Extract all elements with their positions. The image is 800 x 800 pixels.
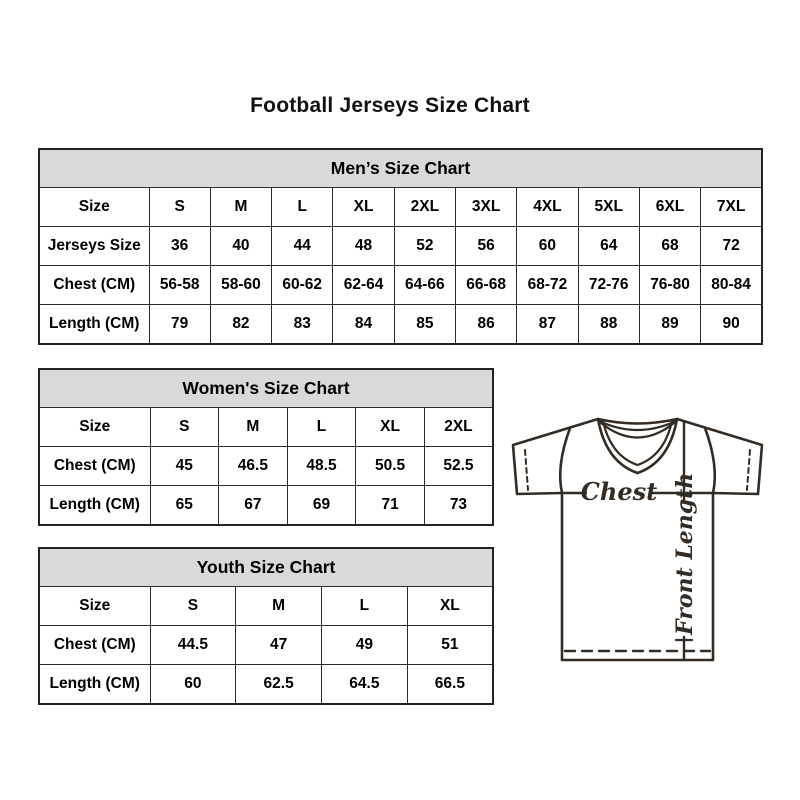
youth-row-1	[39, 626, 493, 665]
cell: 5XL	[578, 188, 639, 227]
jersey-outline	[513, 419, 762, 660]
cell: 51	[407, 626, 493, 665]
cell: 89	[639, 305, 700, 345]
women-row-1	[39, 447, 493, 486]
cell: 71	[356, 486, 425, 526]
cell: 6XL	[639, 188, 700, 227]
cell: S	[150, 408, 219, 447]
cell: 48.5	[287, 447, 356, 486]
cell: M	[219, 408, 288, 447]
cell: 64.5	[322, 665, 408, 705]
cell: 79	[149, 305, 210, 345]
cell: 52	[394, 227, 455, 266]
cell: 56	[455, 227, 516, 266]
mens-size-table	[38, 148, 763, 345]
cell: 7XL	[701, 188, 762, 227]
row-label: Chest (CM)	[39, 266, 149, 305]
cell: 76-80	[639, 266, 700, 305]
cell: S	[150, 587, 236, 626]
women-row-0	[39, 408, 493, 447]
womens-size-table	[38, 368, 494, 526]
cell: 68-72	[517, 266, 578, 305]
cell: 60-62	[272, 266, 333, 305]
men-table-title: Men’s Size Chart	[39, 149, 762, 188]
cell: L	[322, 587, 408, 626]
cell: 44	[272, 227, 333, 266]
cell: 45	[150, 447, 219, 486]
cell: 65	[150, 486, 219, 526]
cell: 73	[424, 486, 493, 526]
cell: 69	[287, 486, 356, 526]
youth-size-table	[38, 547, 494, 705]
youth-row-0	[39, 587, 493, 626]
cell: 85	[394, 305, 455, 345]
women-row-2	[39, 486, 493, 526]
men-grid	[38, 148, 763, 345]
cell: 2XL	[424, 408, 493, 447]
cell: 44.5	[150, 626, 236, 665]
cell: 88	[578, 305, 639, 345]
youth-table-title: Youth Size Chart	[39, 548, 493, 587]
cell: L	[287, 408, 356, 447]
cell: 72	[701, 227, 762, 266]
cell: 82	[210, 305, 271, 345]
cell: 50.5	[356, 447, 425, 486]
row-label: Length (CM)	[39, 305, 149, 345]
armhole-seam-right	[705, 428, 715, 493]
cell: XL	[407, 587, 493, 626]
armhole-seam-left	[560, 428, 570, 493]
cell: 49	[322, 626, 408, 665]
page-title: Football Jerseys Size Chart	[250, 94, 530, 117]
cell: 90	[701, 305, 762, 345]
cell: 83	[272, 305, 333, 345]
men-header-row	[39, 149, 762, 188]
cell: 62.5	[236, 665, 322, 705]
cell: 46.5	[219, 447, 288, 486]
men-row-2	[39, 266, 762, 305]
row-label: Chest (CM)	[39, 626, 150, 665]
cell: 68	[639, 227, 700, 266]
cell: L	[272, 188, 333, 227]
cell: 60	[517, 227, 578, 266]
row-label: Size	[39, 188, 149, 227]
cell: M	[236, 587, 322, 626]
front-length-label: Front Length	[672, 472, 698, 635]
cell: 56-58	[149, 266, 210, 305]
jersey-measurement-diagram	[498, 404, 780, 672]
women-header-row	[39, 369, 493, 408]
cell: 64-66	[394, 266, 455, 305]
cell: 3XL	[455, 188, 516, 227]
cell: 2XL	[394, 188, 455, 227]
cell: 4XL	[517, 188, 578, 227]
row-label: Length (CM)	[39, 486, 150, 526]
cell: 87	[517, 305, 578, 345]
cell: XL	[333, 188, 394, 227]
youth-row-2	[39, 665, 493, 705]
cell: M	[210, 188, 271, 227]
cell: 72-76	[578, 266, 639, 305]
row-label: Jerseys Size	[39, 227, 149, 266]
youth-grid	[38, 547, 494, 705]
men-row-3	[39, 305, 762, 345]
cell: 80-84	[701, 266, 762, 305]
cell: 60	[150, 665, 236, 705]
chest-label: Chest	[580, 477, 658, 506]
women-table-title: Women's Size Chart	[39, 369, 493, 408]
cell: 66-68	[455, 266, 516, 305]
cell: 47	[236, 626, 322, 665]
row-label: Chest (CM)	[39, 447, 150, 486]
cell: 62-64	[333, 266, 394, 305]
men-row-1	[39, 227, 762, 266]
cell: 67	[219, 486, 288, 526]
sleeve-stitch-right	[747, 450, 750, 490]
cell: 40	[210, 227, 271, 266]
row-label: Size	[39, 587, 150, 626]
jersey-diagram-svg	[498, 404, 780, 672]
cell: 48	[333, 227, 394, 266]
cell: S	[149, 188, 210, 227]
cell: 36	[149, 227, 210, 266]
youth-header-row	[39, 548, 493, 587]
row-label: Length (CM)	[39, 665, 150, 705]
cell: 84	[333, 305, 394, 345]
cell: 64	[578, 227, 639, 266]
cell: 66.5	[407, 665, 493, 705]
cell: 86	[455, 305, 516, 345]
men-row-0	[39, 188, 762, 227]
sleeve-stitch-left	[525, 450, 528, 490]
cell: 52.5	[424, 447, 493, 486]
row-label: Size	[39, 408, 150, 447]
cell: XL	[356, 408, 425, 447]
women-grid	[38, 368, 494, 526]
cell: 58-60	[210, 266, 271, 305]
